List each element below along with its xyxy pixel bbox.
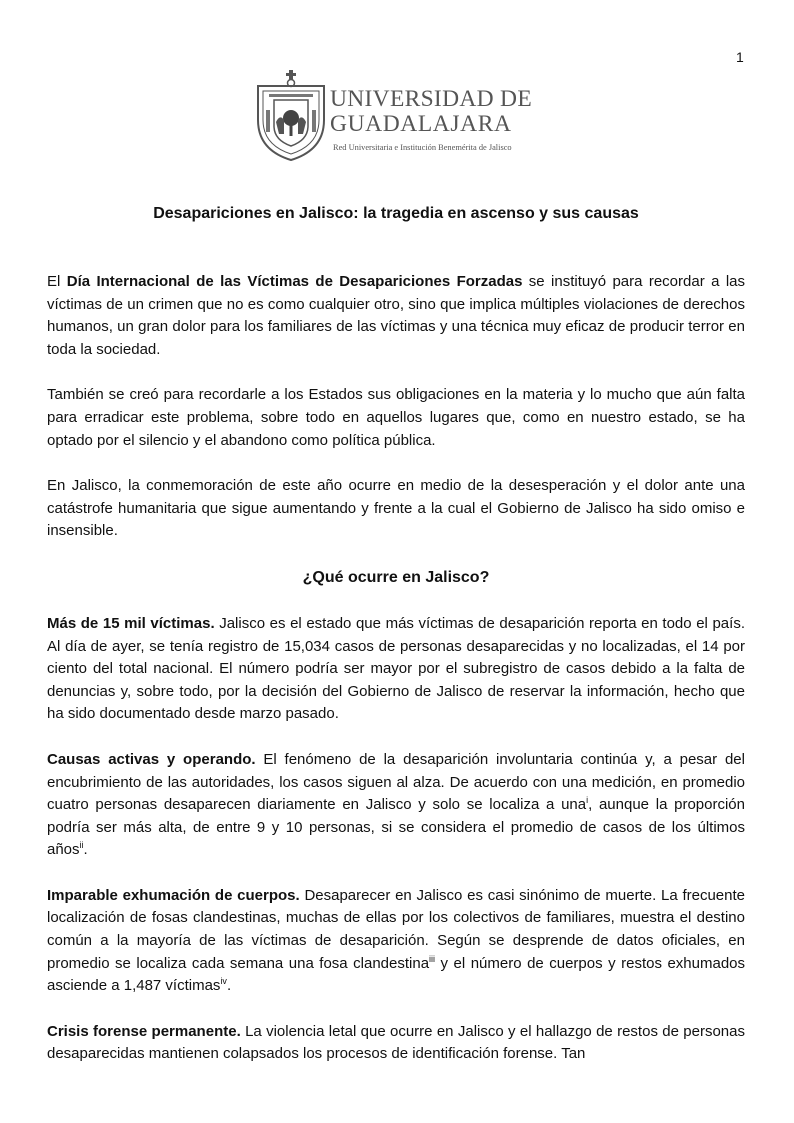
footnote-ref-iv[interactable]: iv: [220, 976, 227, 987]
paragraph-3: En Jalisco, la conmemoración de este año ocurre en medio de la desesperación y el dolor ante una catástrofe humanitaria que sigue aumentando y frente a la cual el Gobierno de Jalisco ha sido omiso e insensible.: [47, 477, 745, 540]
paragraph-1: El Día Internacional de las Víctimas de Desapariciones Forzadas se instituyó para recordar a las víctimas de un crimen que no es como cualquier otro, sino que implica múltiples violaciones de derechos humanos, un gran dolor para los familiares de las víctimas y una técnica muy eficaz de producir terror en toda la sociedad.: [47, 273, 745, 358]
paragraph-6: Imparable exhumación de cuerpos. Desaparecer en Jalisco es casi sinónimo de muerte. La frecuente localización de fosas clandestinas, muchas de ellas por los colectivos de familiares, muestra el destino común a la mayoría de las víctimas de desaparición. Según se desprende de datos oficiales, en promedio se localiza cada semana una fosa clandestina$^{iii}$ y el número de cuerpos y restos exhumados asciende a 1,487 víctimas$^{iv}$.: [47, 886, 745, 995]
paragraph-4: Más de 15 mil víctimas. Jalisco es el estado que más víctimas de desaparición reporta en todo el país. Al día de ayer, se tenía registro de 15,034 casos de personas desaparecidas y no localizadas, el 14 por ciento del total nacional. El número podría ser mayor por el subregistro de casos debido a la falta de denuncias y, sobre todo, por la decisión del Gobierno de Jalisco de reservar la información, hecho que ha sido documentado desde marzo pasado.: [47, 614, 745, 723]
footnote-ref-i[interactable]: i: [586, 795, 589, 806]
university-name-line1: UNIVERSIDAD DE: [330, 86, 532, 112]
footnote-ref-ii[interactable]: ii: [79, 840, 84, 851]
section-heading: ¿Qué ocurre en Jalisco?: [302, 568, 490, 586]
paragraph-5-bold: Causas activas y operando.: [47, 750, 256, 768]
paragraph-6-bold: Imparable exhumación de cuerpos.: [47, 886, 300, 904]
university-subtitle: Red Universitaria e Institución Benemérita de Jalisco: [333, 143, 512, 152]
university-name-line2: GUADALAJARA: [330, 111, 512, 137]
footnote-ref-iii[interactable]: iii: [429, 953, 436, 964]
paragraph-7: Crisis forense permanente. La violencia letal que ocurre en Jalisco y el hallazgo de restos de personas desaparecidas mantienen colapsados los procesos de identificación forense. Tan: [47, 1022, 745, 1063]
paragraph-2: También se creó para recordarle a los Estados sus obligaciones en la materia y lo mucho que aún falta para erradicar este problema, sobre todo en aquellos lugares que, como en nuestro estado, se ha optado por el silencio y el abandono como política pública.: [47, 386, 745, 449]
university-seal-icon: [252, 70, 332, 162]
paragraph-4-bold: Más de 15 mil víctimas.: [47, 614, 215, 632]
page-number: 1: [736, 49, 744, 65]
paragraph-1-bold: Día Internacional de las Víctimas de Desapariciones Forzadas: [66, 273, 523, 290]
document-body: [47, 202, 745, 1066]
paragraph-7-bold: Crisis forense permanente.: [47, 1022, 241, 1040]
document-title: Desapariciones en Jalisco: la tragedia en ascenso y sus causas: [153, 205, 639, 222]
paragraph-5: Causas activas y operando. El fenómeno de la desaparición involuntaria continúa y, a pesar del encubrimiento de las autoridades, los casos siguen al alza. De acuerdo con una medición, en promedio cuatro personas desaparecen diariamente en Jalisco y solo se localiza a una$^i$, aunque la proporción podría ser más alta, de entre 9 y 10 personas, si se considera el promedio de casos de los últimos años$^{ii}$.: [47, 750, 745, 859]
